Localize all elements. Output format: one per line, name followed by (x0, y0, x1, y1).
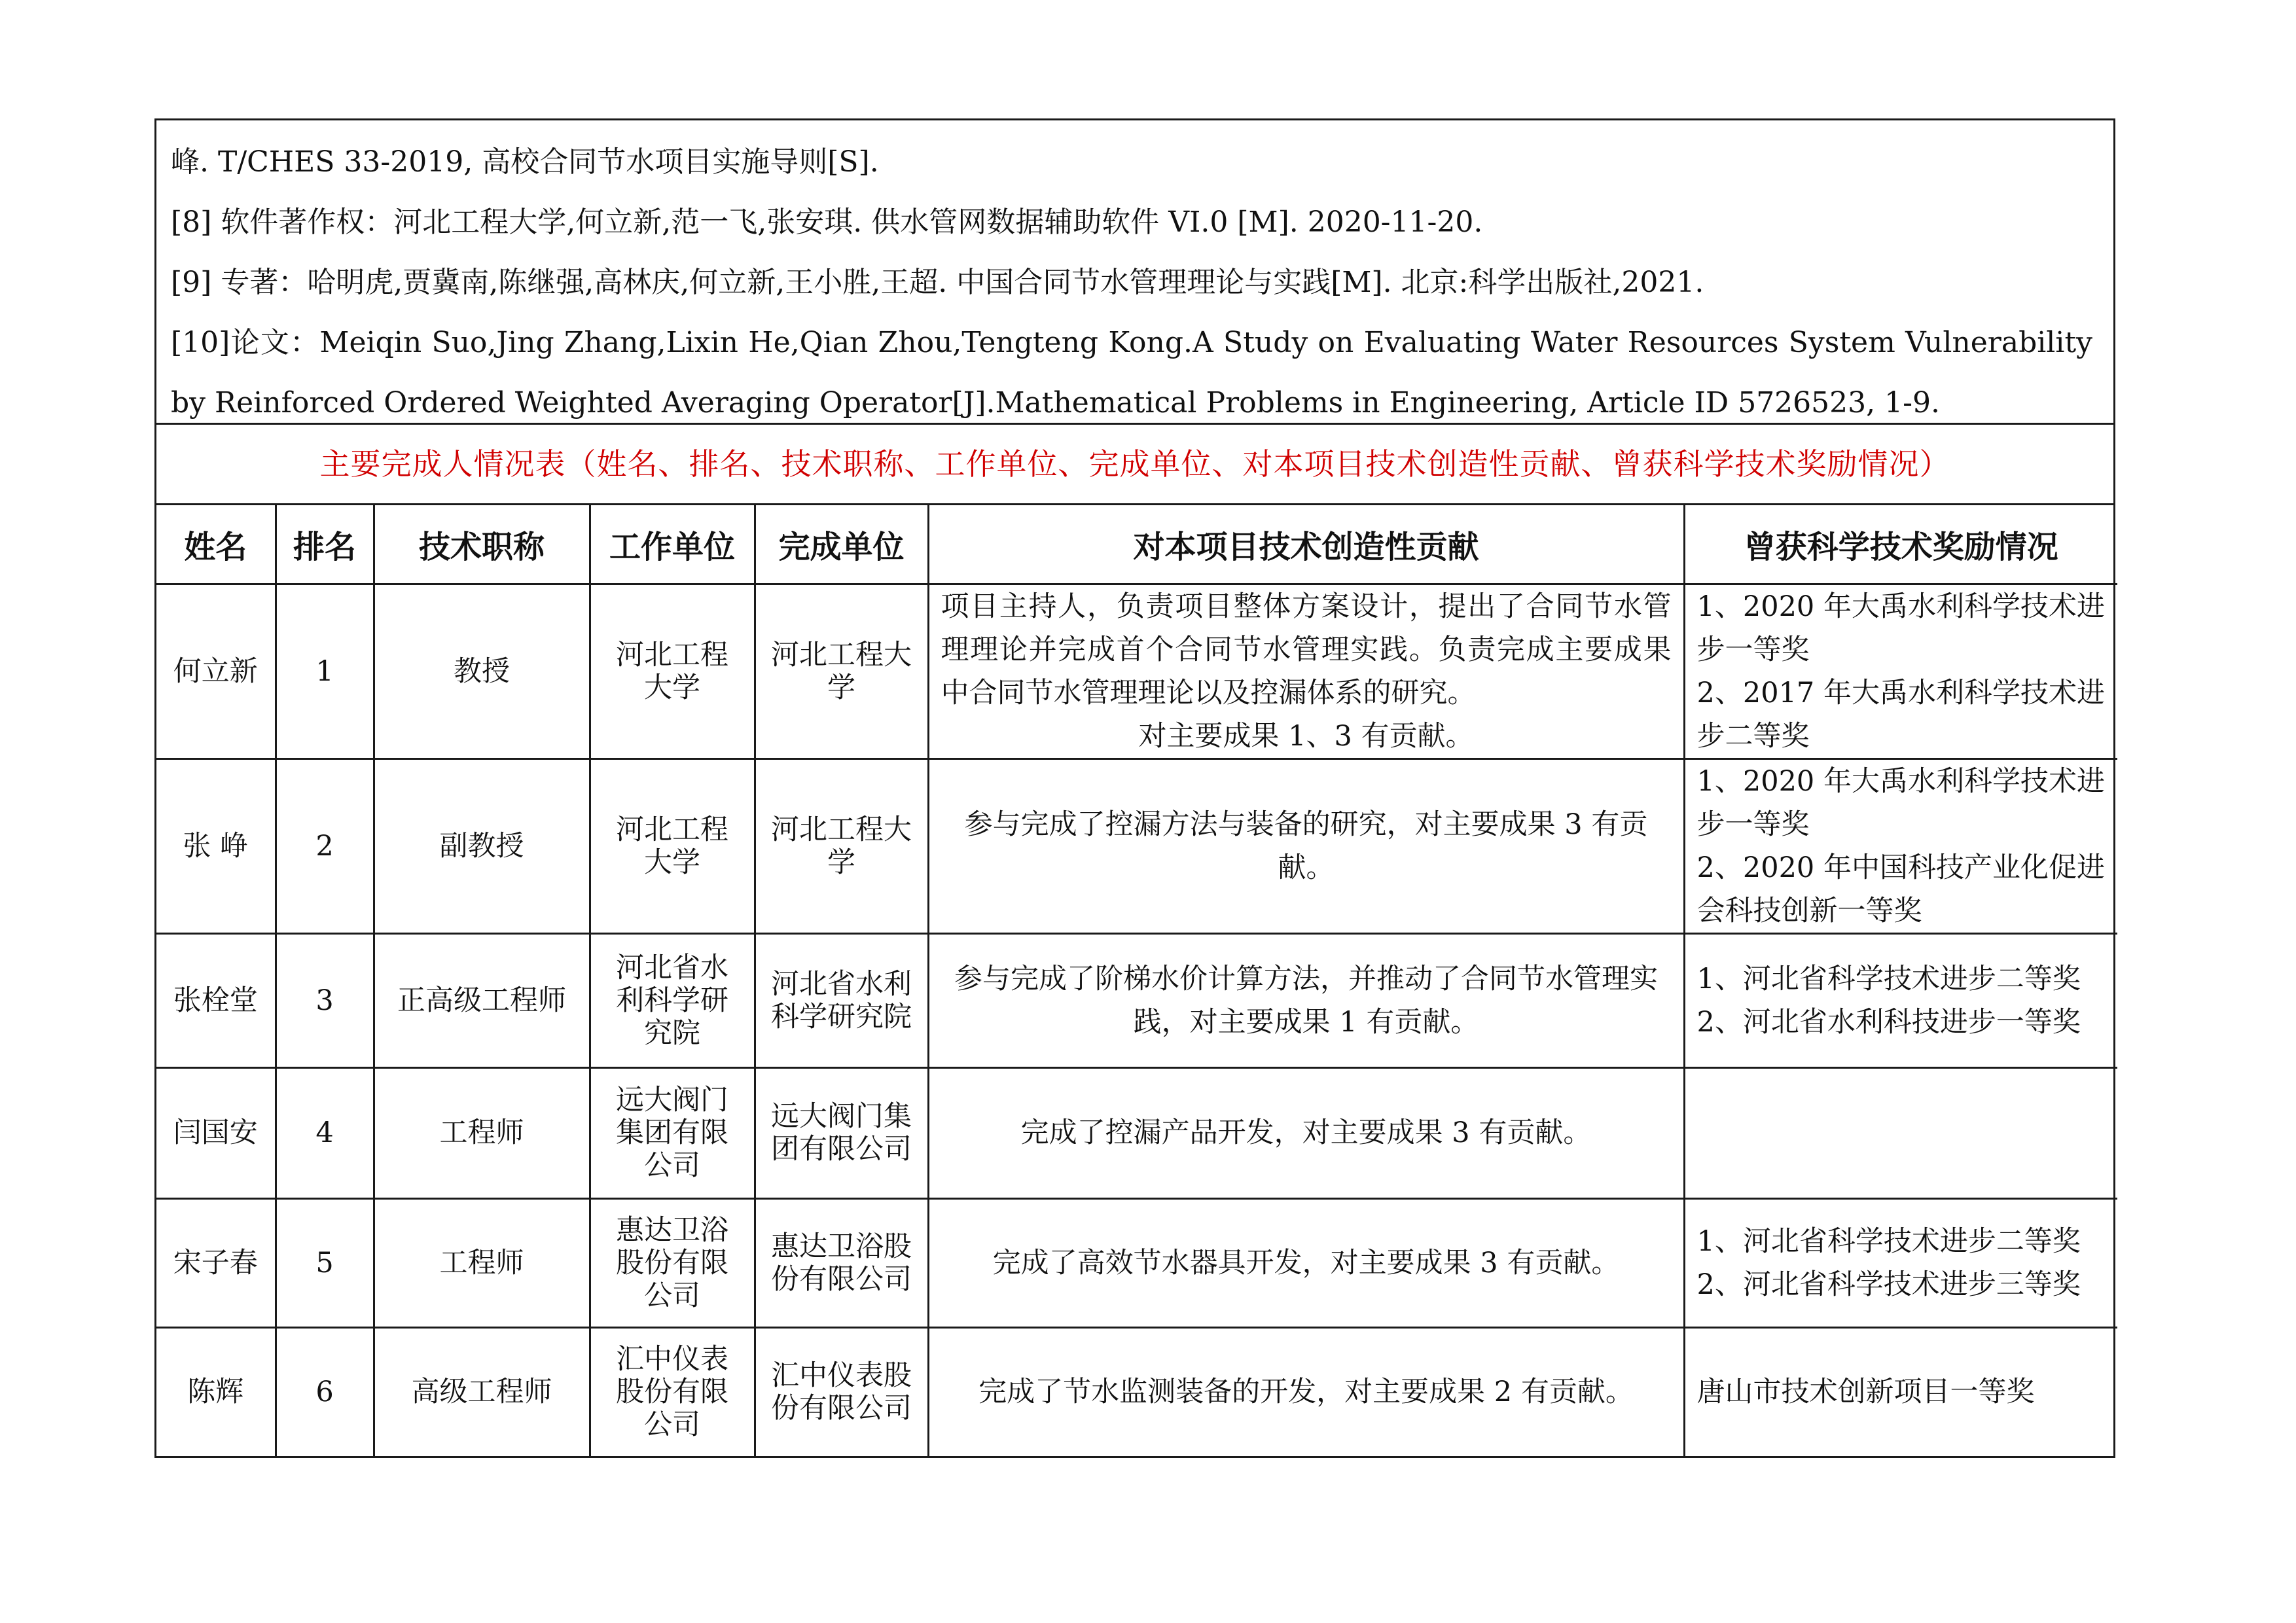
reference-line: [10]论文：Meiqin Suo,Jing Zhang,Lixin He,Qian Zhou,Tengteng Kong.A Study on Evaluating Water Resources System Vulnerability by Reinforced Ordered Weighted Averaging Operator[J].Mathematical Problems in Engineering, Article ID 5726523, 1-9. (171, 326, 2092, 419)
cell-awards (1684, 1067, 2117, 1198)
header-complete-unit: 完成单位 (755, 505, 928, 584)
cell-complete-unit: 河北省水利科学研究院 (755, 933, 928, 1067)
contribution-line: 完成了控漏产品开发，对主要成果 3 有贡献。 (1020, 1116, 1592, 1149)
cell-awards (1684, 1327, 2117, 1456)
table-row (156, 933, 2117, 1067)
reference-line: 峰. T/CHES 33-2019, 高校合同节水项目实施导则[S]. (171, 145, 879, 179)
table-row (156, 1067, 2117, 1198)
cell-work-unit: 远大阀门集团有限公司 (590, 1067, 755, 1198)
contribution-line: 完成了节水监测装备的开发，对主要成果 2 有贡献。 (978, 1376, 1634, 1409)
cell-title: 高级工程师 (374, 1327, 590, 1456)
award-line: 2、河北省水利科技进步一等奖 (1696, 1005, 2081, 1039)
award-line: 2、2017 年大禹水利科学技术进步二等奖 (1696, 676, 2105, 753)
cell-complete-unit: 远大阀门集团有限公司 (755, 1067, 928, 1198)
award-line: 唐山市技术创新项目一等奖 (1696, 1376, 2035, 1409)
cell-contribution (928, 933, 1684, 1067)
header-title: 技术职称 (374, 505, 590, 584)
cell-work-unit: 河北工程大学 (590, 584, 755, 758)
contribution-line: 参与完成了控漏方法与装备的研究，对主要成果 3 有贡献。 (964, 808, 1648, 884)
cell-name: 张 峥 (156, 758, 276, 933)
cell-contribution (928, 1327, 1684, 1456)
cell-work-unit: 河北省水利科学研究院 (590, 933, 755, 1067)
table-body (156, 584, 2117, 1456)
cell-name: 张栓堂 (156, 933, 276, 1067)
cell-contribution (928, 1067, 1684, 1198)
cell-title: 副教授 (374, 758, 590, 933)
table-row (156, 584, 2117, 758)
cell-awards (1684, 933, 2117, 1067)
cell-work-unit: 河北工程大学 (590, 758, 755, 933)
header-awards: 曾获科学技术奖励情况 (1684, 505, 2117, 584)
header-contribution: 对本项目技术创造性贡献 (928, 505, 1684, 584)
cell-complete-unit: 河北工程大学 (755, 758, 928, 933)
cell-contribution (928, 584, 1684, 758)
award-line: 1、2020 年大禹水利科学技术进步一等奖 (1696, 764, 2105, 841)
cell-contribution (928, 1198, 1684, 1327)
cell-name: 闫国安 (156, 1067, 276, 1198)
reference-line: [8] 软件著作权：河北工程大学,何立新,范一飞,张安琪. 供水管网数据辅助软件 VI.0 [M]. 2020-11-20. (171, 205, 1483, 239)
header-rank: 排名 (276, 505, 374, 584)
table-title: 主要完成人情况表（姓名、排名、技术职称、工作单位、完成单位、对本项目技术创造性贡献、曾获科学技术奖励情况） (156, 425, 2113, 505)
contribution-line: 项目主持人，负责项目整体方案设计，提出了合同节水管理理论并完成首个合同节水管理实践。负责完成主要成果中合同节水管理理论以及控漏体系的研究。 (941, 590, 1672, 709)
contribution-line: 参与完成了阶梯水价计算方法，并推动了合同节水管理实践，对主要成果 1 有贡献。 (954, 962, 1658, 1039)
table-row (156, 1198, 2117, 1327)
cell-contribution (928, 758, 1684, 933)
document-frame (154, 118, 2115, 1458)
award-line: 1、2020 年大禹水利科学技术进步一等奖 (1696, 590, 2105, 666)
cell-awards (1684, 1198, 2117, 1327)
cell-rank: 1 (276, 584, 374, 758)
award-line: 1、河北省科学技术进步二等奖 (1696, 1224, 2081, 1258)
cell-name: 何立新 (156, 584, 276, 758)
cell-complete-unit: 河北工程大学 (755, 584, 928, 758)
cell-complete-unit: 惠达卫浴股份有限公司 (755, 1198, 928, 1327)
cell-name: 宋子春 (156, 1198, 276, 1327)
table-header-row (156, 505, 2117, 584)
cell-title: 教授 (374, 584, 590, 758)
contribution-line: 对主要成果 1、3 有贡献。 (1138, 719, 1474, 753)
cell-rank: 5 (276, 1198, 374, 1327)
cell-rank: 2 (276, 758, 374, 933)
cell-rank: 6 (276, 1327, 374, 1456)
award-line: 2、2020 年中国科技产业化促进会科技创新一等奖 (1696, 851, 2105, 927)
award-line: 1、河北省科学技术进步二等奖 (1696, 962, 2081, 995)
cell-name: 陈辉 (156, 1327, 276, 1456)
completers-table (156, 505, 2117, 1456)
award-line: 2、河北省科学技术进步三等奖 (1696, 1268, 2081, 1301)
cell-title: 工程师 (374, 1067, 590, 1198)
table-row (156, 1327, 2117, 1456)
contribution-line: 完成了高效节水器具开发，对主要成果 3 有贡献。 (992, 1246, 1620, 1279)
reference-line: [9] 专著：哈明虎,贾冀南,陈继强,高林庆,何立新,王小胜,王超. 中国合同节水管理理论与实践[M]. 北京:科学出版社,2021. (171, 266, 1704, 299)
cell-awards (1684, 584, 2117, 758)
table-row (156, 758, 2117, 933)
cell-work-unit: 汇中仪表股份有限公司 (590, 1327, 755, 1456)
references-section (156, 120, 2113, 425)
cell-work-unit: 惠达卫浴股份有限公司 (590, 1198, 755, 1327)
cell-rank: 4 (276, 1067, 374, 1198)
cell-title: 正高级工程师 (374, 933, 590, 1067)
cell-awards (1684, 758, 2117, 933)
header-work-unit: 工作单位 (590, 505, 755, 584)
cell-rank: 3 (276, 933, 374, 1067)
header-name: 姓名 (156, 505, 276, 584)
cell-title: 工程师 (374, 1198, 590, 1327)
cell-complete-unit: 汇中仪表股份有限公司 (755, 1327, 928, 1456)
